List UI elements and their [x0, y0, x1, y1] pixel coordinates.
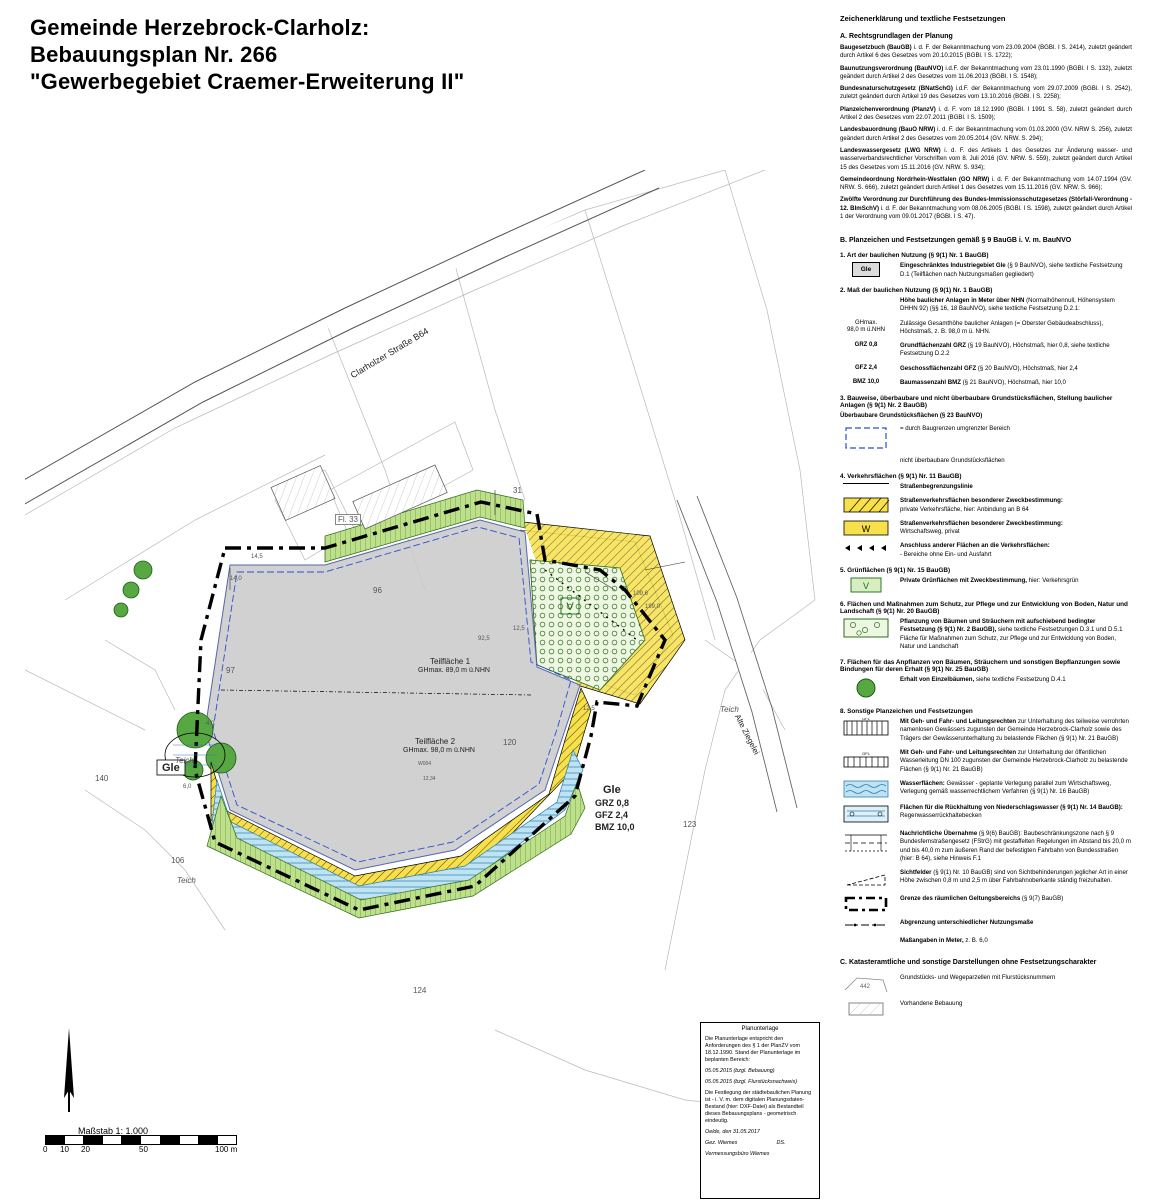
legend-item-gfz: [840, 365, 1132, 373]
symbol-bebauung: [840, 1000, 892, 1018]
legend-b4-0-text: Straßenbegrenzungslinie: [900, 482, 973, 490]
symbol-strassenbegrenzungslinie: [840, 483, 892, 484]
legend-b5-head: 5. Grünflächen (§ 9(1) Nr. 15 BauGB): [840, 566, 951, 574]
planunterlage-box: [700, 1022, 820, 1199]
map-label-gle-right: Gle: [603, 784, 621, 796]
yellow-hatch-icon: [843, 497, 889, 513]
legend-b2-0-text: Höhe baulicher Anlagen in Meter über NHN (Normalhöhennull, Höhensystem DHHN 92) (§§ 16, 18 BauNVO), siehe textliche Festsetzung D.2.1:: [900, 296, 1115, 313]
parcel-icon: [843, 974, 889, 994]
legend-b7-head: 7. Flächen für das Anpflanzen von Bäumen, Sträuchern und sonstigen Bepflanzungen sowie Bindungen für deren Erhalt (§ 9(1) Nr. 25 BauGB): [840, 659, 1121, 674]
svg-text:V: V: [862, 580, 870, 591]
legend-b2-head: 2. Maß der baulichen Nutzung (§ 9(1) Nr. 1 BauGB): [840, 286, 993, 294]
map-label-parcel-106: 106: [171, 856, 185, 865]
symbol-gle: [840, 262, 892, 277]
scale-bar: [45, 1135, 285, 1157]
svg-text:442: 442: [859, 984, 871, 991]
scale-label: Maßstab 1: 1.000: [78, 1126, 149, 1136]
legend-panel: [840, 14, 1132, 1024]
symbol-gfl-gewaesser: [840, 718, 892, 738]
scale-tick-0: 0: [43, 1145, 48, 1154]
law-4: Landesbauordnung (BauO NRW) i. d. F. der Bekanntmachung vom 01.03.2000 (GV. NRW S. 256), zuletzt geändert durch Artikel 2 des Gesetzes vom 20.05.2014 (GV. NRW. S. 294);: [840, 126, 1132, 142]
title-line-2: Bebauungsplan Nr. 266: [30, 42, 278, 67]
map-label-gle-left: Gle: [162, 762, 180, 774]
legend-section-a: A. Rechtsgrundlagen der Planung: [840, 33, 953, 40]
bmz-symbol-label: BMZ 10,0: [852, 379, 880, 386]
map-label-dim-125: 12,5: [513, 626, 525, 632]
map-label-bmz: BMZ 10,0: [595, 822, 635, 832]
planunterlage-p1: Die Planunterlage entspricht den Anforderungen des § 1 der PlanZV vom 18.12.1990. Stand der Planunterlage im beplanten Bereich:: [705, 1036, 801, 1063]
legend-item-geltungsbereich: [840, 895, 1132, 913]
plan-boundary-icon: [843, 895, 889, 913]
map-label-teich-1: Teich: [175, 756, 194, 765]
legend-b2-3-text: Geschossflächenzahl GFZ (§ 20 BauNVO), Höchstmaß, hier 2,4: [900, 364, 1078, 372]
legend-item-wirtschaftsweg: [840, 520, 1132, 537]
gfz-symbol-label: GFZ 2,4: [854, 364, 877, 371]
symbol-gruenflaeche: [840, 577, 892, 593]
ghmax-symbol-label: GHmax. 98,0 m ü.NHN: [846, 319, 885, 333]
map-label-teilflaeche-2: Teilfläche 2: [415, 737, 456, 746]
legend-item-gle: [840, 262, 1132, 279]
subdivision-line-icon: [843, 919, 889, 931]
legend-item-gfl-wasserleitung: [840, 749, 1132, 774]
map-label-dim-40: 4,0: [206, 721, 215, 727]
map-label-alte-ziegelei: Alte Ziegelei: [733, 712, 762, 757]
legend-b2-2-text: Grundflächenzahl GRZ (§ 19 BauNVO), Höchstmaß, hier 0,8, siehe textliche Festsetzung D.2.2: [900, 342, 1110, 358]
legend-item-flurstuecke: [840, 974, 1132, 994]
symbol-gfl-wasserleitung: [840, 749, 892, 769]
legend-b8-7-text: Abgrenzung unterschiedlicher Nutzungsmaße: [900, 919, 1034, 927]
map-label-parcel-96: 96: [373, 586, 382, 595]
legend-item-abgrenzung: [840, 919, 1132, 931]
green-v-icon: [850, 577, 882, 593]
title-line-3: "Gewerbegebiet Craemer-Erweiterung II": [30, 69, 465, 94]
legend-b8-head: 8. Sonstige Planzeichen und Festsetzungen: [840, 708, 973, 716]
legend-b3-head: 3. Bauweise, überbaubare und nicht überbaubare Grundstücksflächen, Stellung baulicher Anlagen (§ 9(1) Nr. 2 BauGB): [840, 395, 1113, 410]
scale-bar-segments: [45, 1135, 237, 1145]
map-label-gfz: GFZ 2,4: [595, 810, 629, 820]
legend-b4-2-text: Straßenverkehrsflächen besonderer Zweckbestimmung: Wirtschaftsweg, privat: [900, 519, 1063, 536]
legend-b8-3-text: Flächen für die Rückhaltung von Niederschlagswasser (§ 9(1) Nr. 14 BauGB): Regenwasserrückhaltebecken: [900, 803, 1123, 820]
legend-b8-1-text: Mit Geh- und Fahr- und Leitungsrechten zur Unterhaltung der öffentlichen Wasserleitung DN 100 zugunsten der Gemeinde Herzebrock-Clarholz zu belastende Flächen (§ 9(1) Nr. 21 BauGB): [900, 749, 1128, 773]
legend-section-b: B. Planzeichen und Festsetzungen gemäß § 9 BauGB i. V. m. BauNVO: [840, 237, 1072, 245]
planting-icon: [843, 618, 889, 638]
symbol-abgrenzung: [840, 919, 892, 931]
legend-b6-0-text: Pflanzung von Bäumen und Sträuchern mit aufschiebend bedingter Festsetzung (§ 9(1) Nr. 2 BauGB), siehe textliche Festsetzungen D.3.1 und D.5.1 Fläche für Maßnahmen zum Schutz, zur Pflege und zur Entwicklung von Boden, Natur und Landschaft: [900, 617, 1123, 650]
legend-item-anschluss: [840, 542, 1132, 559]
symbol-wasserflaeche: [840, 780, 892, 798]
baugrenze-icon: [843, 425, 889, 451]
map-label-w004: W004: [418, 761, 432, 767]
symbol-flurstueck: [840, 974, 892, 994]
map-label-teilflaeche-2-height: GHmax. 98,0 m ü.NHN: [403, 747, 475, 754]
legend-item-grz: [840, 342, 1132, 359]
legend-item-rrb: [840, 804, 1132, 824]
law-3: Planzeichenverordnung (PlanzV) i. d. F. vom 18.12.1990 (BGBl. I 1991 S. 58), zuletzt geändert durch Artikel 2 des Gesetzes vom 22.07.2011 (BGBl. I S. 1509);: [840, 105, 1132, 122]
law-2: Bundesnaturschutzgesetz (BNatSchG) i.d.F. der Bekanntmachung vom 29.07.2009 (BGBl. I S. 2542), zuletzt geändert durch Artikel 19 des Gesetzes vom 13.10.2016 (BGBl. I S. 2258);: [840, 85, 1132, 101]
legend-item-bebauung: [840, 1000, 1132, 1018]
map-label-parcel-97: 97: [226, 666, 235, 675]
legend-b5-text: Private Grünflächen mit Zweckbestimmung, hier: Verkehrsgrün: [900, 576, 1079, 584]
law-1: Baunutzungsverordnung (BauNVO) i.d.F. der Bekanntmachung vom 23.01.1990 (BGBl. I S. 132), zuletzt geändert durch Artikel 2 des Gesetzes vom 11.06.2013 (BGBl. I S. 1548);: [840, 64, 1132, 80]
map-label-dim-1990: 199,0: [645, 604, 661, 610]
planunterlage-p2: 05.05.2015 (bzgl. Bebauung): [705, 1068, 775, 1074]
legend-c-1-text: Vorhandene Bebauung: [900, 1000, 963, 1008]
tree-icon: [853, 676, 879, 700]
map-label-dim-145: 14,5: [251, 554, 263, 560]
legend-b8-6-text: Grenze des räumlichen Geltungsbereichs (§ 9(7) BauGB): [900, 895, 1064, 903]
svg-text:V: V: [566, 601, 574, 613]
scale-tick-50: 50: [139, 1145, 148, 1154]
no-access-icon: [843, 542, 889, 554]
legend-b8-4-text: Nachrichtliche Übernahme (§ 9(6) BauGB): Baubeschränkungszone nach § 9 Bundesfernstraßengesetz (FStrG) mit gestaffelten Regelungen im Abstand bis 20,0 m und bis 40,0 m zum äußeren Rand der befestigten Fahrbahn von Bundesstraßen (hier: B 64), siehe Hinweis F.1: [900, 829, 1131, 862]
legend-item-private-verkehrsflaeche: [840, 497, 1132, 514]
symbol-wirtschaftsweg: [840, 520, 892, 536]
legend-section-c: C. Katasteramtliche und sonstige Darstellungen ohne Festsetzungscharakter: [840, 959, 1097, 967]
legend-item-bmz: [840, 379, 1132, 387]
legend-b4-1-text: Straßenverkehrsflächen besonderer Zweckbestimmung: private Verkehrsfläche, hier: Anbindung an B 64: [900, 497, 1063, 513]
legend-b1-text: Eingeschränktes Industriegebiet Gle (§ 9 BauNVO), siehe textliche Festsetzung D.1 (Teilflächen nach Nutzungsmaßen gegliedert): [900, 262, 1123, 278]
legend-b3-0-text: = durch Baugrenzen umgrenzter Bereich: [900, 424, 1010, 432]
map-label-dim-1096: 109,6: [633, 591, 649, 597]
map-label-dim-60: 6,0: [183, 784, 192, 790]
planunterlage-signature: Gez. Wiemes: [705, 1140, 738, 1146]
symbol-grz: [840, 342, 892, 349]
legend-b2-4-text: Baumassenzahl BMZ (§ 21 BauNVO), Höchstmaß, hier 10,0: [900, 379, 1066, 387]
water-icon: [843, 780, 889, 798]
symbol-einzelbaum: [840, 676, 892, 700]
map-label-parcel-124: 124: [413, 986, 427, 995]
map-label-teilflaeche-1-height: GHmax. 89,0 m ü.NHN: [418, 667, 490, 674]
symbol-gfz: [840, 365, 892, 372]
building-icon: [843, 1000, 889, 1018]
legend-b8-8-text: Maßangaben in Meter, z. B. 6,0: [900, 937, 988, 945]
map-label-parcel-123: 123: [683, 820, 697, 829]
legend-item-pflanzung: [840, 618, 1132, 651]
legend-b7-text: Erhalt von Einzelbäumen, siehe textliche Festsetzung D.4.1: [900, 676, 1066, 684]
planunterlage-p5: Oelde, den 31.05.2017: [705, 1129, 760, 1135]
legend-item-baubeschraenkungszone: [840, 830, 1132, 863]
legend-item-hoehe: [840, 297, 1132, 314]
legend-item-erhalt-baum: [840, 676, 1132, 700]
legend-item-strassenbegrenzung: [840, 483, 1132, 491]
map-label-grz: GRZ 0,8: [595, 798, 630, 808]
symbol-baubeschraenkungszone: [840, 830, 892, 856]
gle-box-label: Gle: [852, 262, 880, 277]
map-label-fl-33: Fl. 33: [335, 514, 361, 525]
gfl-hatch-icon: [843, 718, 889, 738]
legend-item-gfl-gewaesser: [840, 718, 1132, 743]
symbol-keine-einfahrt: [840, 542, 892, 554]
legend-b3-sub: Überbaubare Grundstücksflächen (§ 23 BauNVO): [840, 412, 983, 420]
map-label-dim-140: 14,0: [230, 576, 242, 582]
retention-basin-icon: [843, 804, 889, 824]
scale-tick-10: 10: [60, 1145, 69, 1154]
legend-item-ghmax: [840, 320, 1132, 337]
symbol-bmz: [840, 379, 892, 386]
law-7: Zwölfte Verordnung zur Durchführung des Bundes-Immissionsschutzgesetzes (Störfall-Verordnung - 12. BImSchV) i. d. F. der Bekanntmachung vom 08.06.2005 (BGBl. I S. 1598), zuletzt geändert durch Artikel 1 der Verordnung vom 09.01.2017 (BGBl. I S. 47).: [840, 196, 1132, 221]
map-label-teilflaeche-1: Teilfläche 1: [430, 657, 471, 666]
legend-b8-2-text: Wasserflächen: Gewässer - geplante Verlegung parallel zum Wirtschaftsweg, Verlegung gemäß wasserrechtlichem Verfahren (§ 9(1) Nr. 16 BauGB): [900, 779, 1112, 796]
law-6: Gemeindeordnung Nordrhein-Westfalen (GO NRW) i. d. F. der Bekanntmachung vom 14.07.1994 (GV. NRW. S. 666), zuletzt geändert durch Artikel 1 des Gesetzes vom 15.11.2016 (GV. NRW. S. 966);: [840, 175, 1132, 192]
law-5: Landeswassergesetz (LWG NRW) i. d. F. des Artikels 1 des Gesetzes zur Änderung wasser- und wasserverbandsrechtlicher Vorschriften vom 8. Juli 2016 (GV. NRW. S. 559), zuletzt geändert durch Artikel 15 des Gesetzes vom 15.11.2016 (GV. NRW. S. 934);: [840, 146, 1133, 171]
symbol-rrb: [840, 804, 892, 824]
svg-text:GFL: GFL: [862, 718, 870, 722]
svg-text:W: W: [861, 523, 871, 534]
legend-item-baugrenze: [840, 425, 1132, 451]
map-label-teich-3: Teich: [720, 705, 739, 714]
planunterlage-title: Planunterlage: [741, 1026, 779, 1032]
map-label-1234: 12,34: [423, 776, 436, 782]
symbol-pflanzung: [840, 618, 892, 638]
grz-symbol-label: GRZ 0,8: [854, 342, 878, 349]
symbol-baugrenze: [840, 425, 892, 451]
legend-b8-5-text: Sichtfelder (§ 9(1) Nr. 10 BauGB) sind von Sichtbehinderungen jeglicher Art in einer Höhe zwischen 0,8 m und 2,5 m über Fahrbahnoberkante ständig freizuhalten.: [900, 869, 1128, 885]
legend-heading: Zeichenerklärung und textliche Festsetzungen: [840, 14, 1006, 23]
planunterlage-office: Vermessungsbüro Wiemes: [705, 1151, 770, 1157]
symbol-private-verkehrsflaeche: [840, 497, 892, 513]
map-label-dim-925: 92,5: [478, 636, 490, 642]
scale-tick-100: 100 m: [215, 1145, 238, 1154]
scale-tick-20: 20: [81, 1145, 90, 1154]
symbol-sichtfeld: [840, 869, 892, 889]
planunterlage-p3: 05.05.2015 (bzgl. Flurstücksnachweis): [705, 1079, 797, 1085]
law-0: Baugesetzbuch (BauGB) i. d. F. der Bekanntmachung vom 23.09.2004 (BGBl. I S. 2414), zuletzt geändert durch Artikel 6 des Gesetzes vom 20.10.2015 (BGBl. I S. 1722);: [840, 44, 1132, 60]
legend-b8-0-text: Mit Geh- und Fahr- und Leitungsrechten zur Unterhaltung des teilweise verrohrten namenlosen Gewässers zugunsten der Gemeinde Herzebrock-Clarholz sowie des Trägers der Gewässerunterhaltung zu belastende Flächen (§ 9(1) Nr. 21 BauGB): [900, 718, 1129, 742]
map-label-parcel-140: 140: [95, 774, 109, 783]
legend-item-sichtfelder: [840, 869, 1132, 889]
restriction-zone-icon: [843, 830, 889, 856]
map-label-parcel-120: 120: [503, 738, 517, 747]
north-arrow: [58, 1028, 78, 1108]
symbol-ghmax: [840, 320, 892, 334]
yellow-w-icon: [843, 520, 889, 536]
legend-b1-head: 1. Art der baulichen Nutzung (§ 9(1) Nr. 1 BauGB): [840, 252, 989, 260]
map-label-teich-2: Teich: [177, 876, 196, 885]
legend-item-wasserflaechen: [840, 780, 1132, 798]
planunterlage-p4: Die Festlegung der städtebaulichen Planung ist - i. V. m. dem digitalen Planungsdaten-Bestand (hier: DXF-Datei) als Bestandteil dieses Bebauungsplans - geometrisch eindeutig.: [705, 1090, 812, 1124]
svg-text:GFL: GFL: [862, 751, 870, 757]
map-label-dim-125b: 12,5: [583, 706, 595, 712]
sight-triangle-icon: [843, 869, 889, 889]
page-title: [30, 14, 670, 95]
legend-b4-3-text: Anschluss anderer Flächen an die Verkehrsflächen: - Bereiche ohne Ein- und Ausfahrt: [900, 542, 1050, 558]
legend-b4-head: 4. Verkehrsflächen (§ 9(1) Nr. 11 BauGB): [840, 472, 962, 480]
legend-item-massangaben: [840, 937, 1132, 945]
legend-item-nicht-ueberbaubar: [840, 457, 1132, 465]
map-label-clarholzer-strasse: Clarholzer Straße B64: [348, 325, 431, 381]
title-line-1: Gemeinde Herzebrock-Clarholz:: [30, 15, 370, 40]
planunterlage-initials: DS.: [776, 1140, 786, 1146]
legend-item-gruenflaeche: [840, 577, 1132, 593]
symbol-geltungsbereich: [840, 895, 892, 913]
map-label-parcel-31: 31: [513, 486, 522, 495]
legend-b2-1-text: Zulässige Gesamthöhe baulicher Anlagen (= Oberster Gebäudeabschluss), Höchstmaß, z. B. 98,0 m ü. NHN.: [900, 319, 1104, 335]
gfl-dots-icon: [843, 749, 889, 769]
legend-b6-head: 6. Flächen und Maßnahmen zum Schutz, zur Pflege und zur Entwicklung von Boden, Natur und Landschaft (§ 9(1) Nr. 20 BauGB): [840, 600, 1128, 615]
legend-c-0-text: Grundstücks- und Wegeparzellen mit Flurstücksnummern: [900, 974, 1056, 982]
legend-b3-1-text: nicht überbaubare Grundstücksflächen: [900, 456, 1005, 464]
